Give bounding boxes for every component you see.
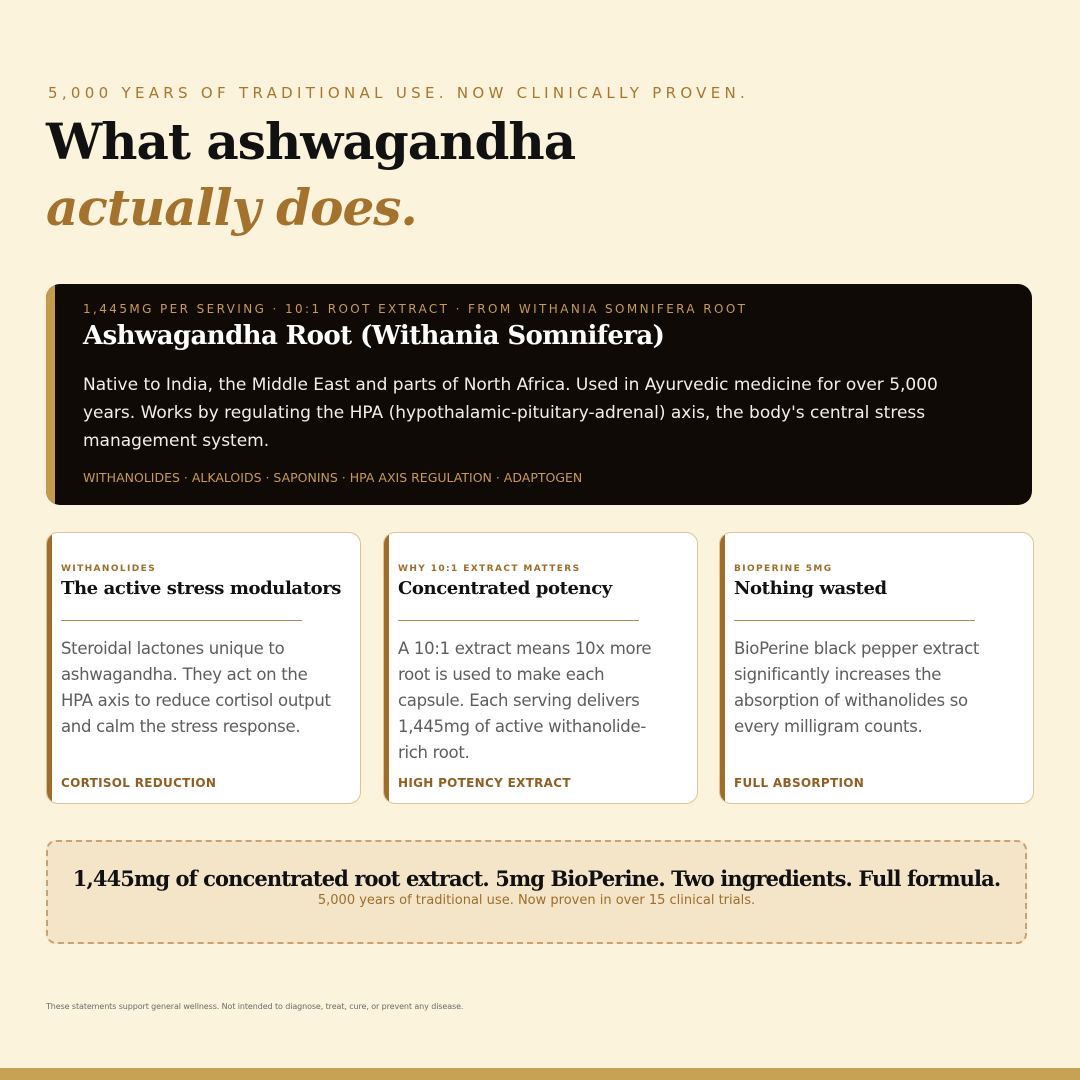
- card-extract: [383, 532, 698, 804]
- bottom-stripe: [0, 1068, 1080, 1080]
- hero-card: [46, 284, 1032, 505]
- card-divider: [398, 620, 639, 621]
- card-footer: HIGH POTENCY EXTRACT: [398, 776, 571, 790]
- card-divider: [734, 620, 975, 621]
- summary-subtext: 5,000 years of traditional use. Now proven in over 15 clinical trials.: [317, 893, 756, 908]
- card-bioperine: [719, 532, 1034, 804]
- card-text: BioPerine black pepper extract significantly increases the absorption of withanolides so every milligram counts.: [734, 639, 980, 736]
- card-accent-bar: [47, 533, 52, 803]
- card-footer: CORTISOL REDUCTION: [61, 776, 217, 790]
- hero-description: Native to India, the Middle East and parts of North Africa. Used in Ayurvedic medicine for over 5,000 years. Works by regulating the HPA (hypothalamic-pituitary-adrenal) axis, the body's central stress management system.: [83, 375, 938, 451]
- hero-title: Ashwagandha Root (Withania Somnifera): [83, 321, 665, 351]
- disclaimer: These statements support general wellness. Not intended to diagnose, treat, cure, or prevent any disease.: [46, 1002, 464, 1011]
- card-withanolides: [46, 532, 361, 804]
- page-title-accent: actually does.: [46, 178, 417, 237]
- card-text: Steroidal lactones unique to ashwagandha. They act on the HPA axis to reduce cortisol output and calm the stress response.: [61, 639, 331, 736]
- hero-accent-bar: [46, 284, 55, 505]
- card-divider: [61, 620, 302, 621]
- hero-tags: WITHANOLIDES · ALKALOIDS · SAPONINS · HPA AXIS REGULATION · ADAPTOGEN: [83, 470, 583, 485]
- page-title: What ashwagandha: [46, 112, 576, 171]
- card-accent-bar: [720, 533, 725, 803]
- card-eyebrow: WITHANOLIDES: [61, 564, 157, 574]
- card-eyebrow: BIOPERINE 5MG: [734, 564, 833, 574]
- card-accent-bar: [384, 533, 389, 803]
- summary-box: [46, 840, 1027, 944]
- summary-headline: 1,445mg of concentrated root extract. 5mg BioPerine. Two ingredients. Full formula.: [72, 866, 1001, 891]
- card-title: Concentrated potency: [398, 578, 612, 599]
- card-footer: FULL ABSORPTION: [734, 776, 865, 790]
- card-title: Nothing wasted: [734, 578, 887, 599]
- header-eyebrow: 5,000 YEARS OF TRADITIONAL USE. NOW CLINICALLY PROVEN.: [48, 84, 750, 102]
- card-text: A 10:1 extract means 10x more root is used to make each capsule. Each serving delivers 1,445mg of active withanolide-rich root.: [398, 639, 652, 762]
- hero-meta: 1,445MG PER SERVING · 10:1 ROOT EXTRACT · FROM WITHANIA SOMNIFERA ROOT: [83, 302, 748, 316]
- card-eyebrow: WHY 10:1 EXTRACT MATTERS: [398, 564, 581, 574]
- card-title: The active stress modulators: [61, 578, 342, 599]
